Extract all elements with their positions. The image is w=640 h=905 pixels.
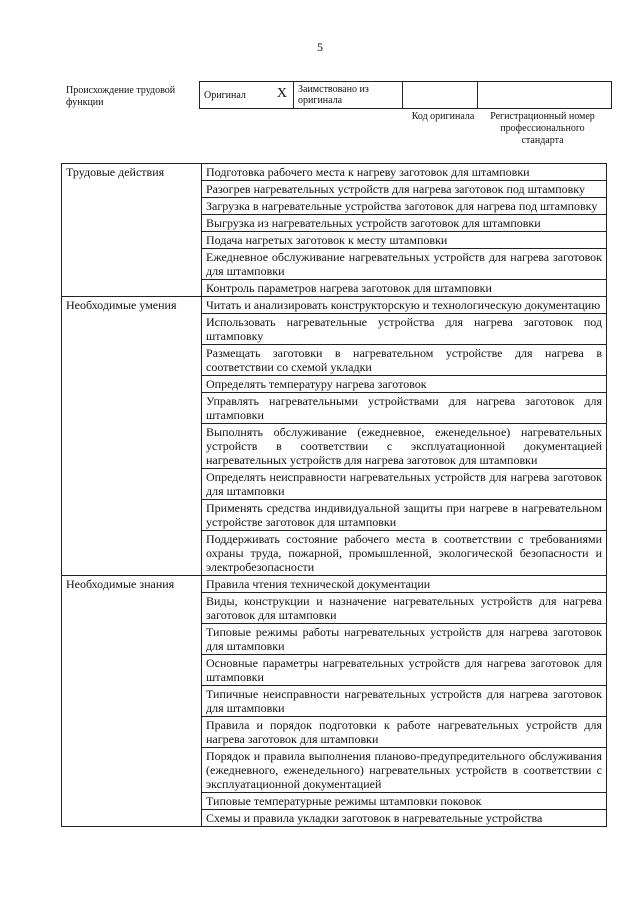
section-item: Ежедневное обслуживание нагревательных устройств для нагрева заготовок для штамповки [202,249,607,280]
table-row [62,531,607,576]
section-item: Правила чтения технической документации [202,576,607,593]
table-row [62,181,607,198]
table-row [62,297,607,314]
table-row [62,198,607,215]
section-item: Правила и порядок подготовки к работе нагревательных устройств для нагрева заготовок для штамповки [202,717,607,748]
table-row [62,215,607,232]
section-item: Подача нагретых заготовок к месту штамповки [202,232,607,249]
section-title-cell [62,376,202,393]
function-table [61,163,607,827]
reg-number-cell [478,82,612,109]
section-title-cell [62,198,202,215]
table-row [62,810,607,827]
origin-table [199,81,612,109]
section-item: Выгрузка из нагревательных устройств заготовок для штамповки [202,215,607,232]
section-item: Загрузка в нагревательные устройства заготовок для нагрева под штамповку [202,198,607,215]
section-title-cell [62,810,202,827]
section-title-cell [62,500,202,531]
borrowed-label: Заимствовано из оригинала [298,84,369,106]
section-title-cell [62,424,202,469]
section-item: Разогрев нагревательных устройств для нагрева заготовок под штамповку [202,181,607,198]
table-row [62,469,607,500]
section-title-cell [62,748,202,793]
section-item: Типовые температурные режимы штамповки поковок [202,793,607,810]
section-item: Типичные неисправности нагревательных устройств для нагрева заготовок для штамповки [202,686,607,717]
section-item: Виды, конструкции и назначение нагревательных устройств для нагрева заготовок для штамповки [202,593,607,624]
section-title-cell [62,576,202,593]
table-row [62,576,607,593]
reg-number-caption: Регистрационный номер профессионального стандарта [490,111,595,146]
table-row [62,793,607,810]
section-title-cell [62,717,202,748]
section-title-cell [62,249,202,280]
code-cell [403,82,478,109]
table-row [62,345,607,376]
section-title: Необходимые знания [66,577,175,591]
section-title-cell [62,593,202,624]
section-item: Использовать нагревательные устройства для нагрева заготовок под штамповку [202,314,607,345]
table-row [62,500,607,531]
section-title: Трудовые действия [66,165,165,179]
table-row [62,249,607,280]
section-title-cell [62,793,202,810]
table-row [62,748,607,793]
table-row [62,393,607,424]
table-row [62,424,607,469]
borrowed-cell [294,82,403,109]
origin-label: Происхождение трудовой функции [66,85,176,108]
section-title-cell [62,686,202,717]
section-title-cell [62,345,202,376]
section-item: Поддерживать состояние рабочего места в соответствии с требованиями охраны труда, пожарной, промышленной, экологической безопасности и электробезопасности [202,531,607,576]
section-title-cell [62,531,202,576]
section-item: Определять неисправности нагревательных устройств для нагрева заготовок для штамповки [202,469,607,500]
table-row [62,376,607,393]
section-item: Контроль параметров нагрева заготовок для штамповки [202,280,607,297]
section-item: Читать и анализировать конструкторскую и технологическую документацию [202,297,607,314]
table-row [62,280,607,297]
section-title-cell [62,297,202,314]
section-title-cell [62,181,202,198]
original-label: Оригинал [204,89,246,101]
section-title-cell [62,215,202,232]
table-row [62,593,607,624]
section-title-cell [62,624,202,655]
table-row [62,686,607,717]
original-mark: X [276,86,287,101]
section-item: Управлять нагревательными устройствами для нагрева заготовок для штамповки [202,393,607,424]
section-item: Схемы и правила укладки заготовок в нагревательные устройства [202,810,607,827]
table-row [62,232,607,249]
section-item: Основные параметры нагревательных устройств для нагрева заготовок для штамповки [202,655,607,686]
section-title-cell [62,469,202,500]
section-item: Определять температуру нагрева заготовок [202,376,607,393]
code-caption: Код оригинала [411,111,475,122]
section-item: Размещать заготовки в нагревательном устройстве для нагрева в соответствии со схемой укладки [202,345,607,376]
table-row [62,314,607,345]
table-row [62,164,607,181]
section-item: Порядок и правила выполнения планово-предупредительного обслуживания (ежедневного, еженедельного) нагревательных устройств в соответствии с эксплуатационной документацией [202,748,607,793]
section-title-cell [62,232,202,249]
table-row [62,655,607,686]
section-title-cell [62,164,202,181]
section-title-cell [62,655,202,686]
section-title-cell [62,280,202,297]
table-row [62,717,607,748]
original-cell [200,82,294,109]
table-row [62,624,607,655]
section-item: Применять средства индивидуальной защиты при нагреве в нагревательном устройстве заготовок для штамповки [202,500,607,531]
section-title-cell [62,393,202,424]
section-item: Типовые режимы работы нагревательных устройств для нагрева заготовок для штамповки [202,624,607,655]
section-item: Выполнять обслуживание (ежедневное, еженедельное) нагревательных устройств в соответствии с эксплуатационной документацией нагревательных устройств для нагрева заготовок для штамповки [202,424,607,469]
page-number: 5 [317,40,323,54]
section-item: Подготовка рабочего места к нагреву заготовок для штамповки [202,164,607,181]
section-title-cell [62,314,202,345]
section-title: Необходимые умения [66,298,177,312]
